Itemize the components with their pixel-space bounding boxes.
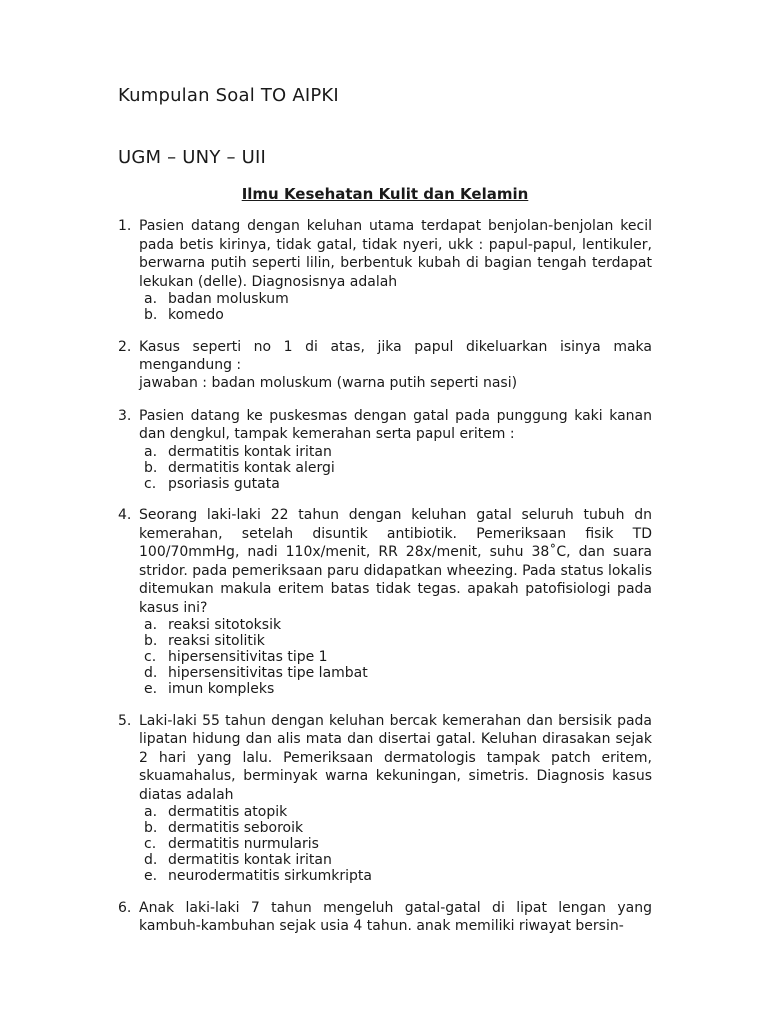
option-item bbox=[139, 804, 652, 820]
option-text: komedo bbox=[168, 307, 224, 323]
option-letter: d. bbox=[144, 852, 158, 868]
option-text: dermatitis kontak alergi bbox=[168, 459, 335, 476]
question-list bbox=[118, 217, 652, 950]
option-item bbox=[139, 836, 652, 852]
option-item bbox=[139, 681, 652, 697]
question-text: Pasien datang dengan keluhan utama terdapat benjolan-benjolan kecil pada betis kirinya, tidak gatal, tidak nyeri, ukk : papul-papul, lentikuler, berwarna putih seperti lilin, berbentuk kubah di bagian tengah terdapat lekukan (delle). Diagnosisnya adalah bbox=[139, 218, 652, 290]
document-subtitle: UGM – UNY – UII bbox=[118, 147, 266, 168]
question-text: Anak laki-laki 7 tahun mengeluh gatal-gatal di lipat lengan yang kambuh-kambuhan sejak usia 4 tahun. anak memiliki riwayat bersin- bbox=[139, 899, 652, 934]
option-letter: a. bbox=[144, 617, 158, 633]
option-letter: b. bbox=[144, 820, 158, 836]
option-item bbox=[139, 649, 652, 665]
option-letter: a. bbox=[144, 804, 158, 820]
option-list bbox=[139, 617, 652, 697]
option-text: reaksi sitotoksik bbox=[168, 617, 282, 633]
option-list bbox=[139, 444, 652, 492]
option-letter: b. bbox=[144, 307, 158, 323]
option-list bbox=[139, 291, 652, 323]
question-3 bbox=[118, 407, 652, 492]
option-letter: b. bbox=[144, 633, 158, 649]
option-text: dermatitis atopik bbox=[168, 804, 288, 820]
question-number: 4. bbox=[118, 507, 132, 523]
question-text: Kasus seperti no 1 di atas, jika papul dikeluarkan isinya maka mengandung : bbox=[139, 338, 652, 373]
question-text: Pasien datang ke puskesmas dengan gatal pada punggung kaki kanan dan dengkul, tampak kemerahan serta papul eritem : bbox=[139, 407, 652, 442]
section-title: Ilmu Kesehatan Kulit dan Kelamin bbox=[241, 185, 529, 203]
option-letter: c. bbox=[144, 475, 157, 492]
option-letter: e. bbox=[144, 868, 158, 884]
option-letter: d. bbox=[144, 665, 158, 681]
option-item bbox=[139, 291, 652, 307]
option-letter: a. bbox=[144, 443, 158, 460]
option-item bbox=[139, 852, 652, 868]
option-text: dermatitis seboroik bbox=[168, 820, 304, 836]
option-letter: b. bbox=[144, 459, 158, 476]
option-text: psoriasis gutata bbox=[168, 475, 280, 492]
question-6 bbox=[118, 899, 652, 936]
question-number: 1. bbox=[118, 218, 132, 234]
option-text: dermatitis nurmularis bbox=[168, 836, 319, 852]
option-letter: c. bbox=[144, 836, 157, 852]
question-number: 3. bbox=[118, 407, 132, 424]
document-title: Kumpulan Soal TO AIPKI bbox=[118, 85, 339, 106]
question-text: Laki-laki 55 tahun dengan keluhan bercak kemerahan dan bersisik pada lipatan hidung dan alis mata dan disertai gatal. Keluhan dirasakan sejak 2 hari yang lalu. Pemeriksaan dermatologis tampak patch eritem, skuamahalus, berminyak warna kekuningan, simetris. Diagnosis kasus diatas adalah bbox=[139, 712, 652, 803]
question-text: Seorang laki-laki 22 tahun dengan keluhan gatal seluruh tubuh dn kemerahan, setelah disuntik antibiotik. Pemeriksaan fisik TD 100/70mmHg, nadi 110x/menit, RR 28x/menit, suhu 38˚C, dan suara stridor. pada pemeriksaan paru didapatkan wheezing. Pada status lokalis ditemukan makula eritem batas tidak tegas. apakah patofisiologi pada kasus ini? bbox=[139, 507, 652, 616]
answer-text: jawaban : badan moluskum (warna putih seperti nasi) bbox=[139, 374, 518, 391]
question-1 bbox=[118, 217, 652, 323]
question-2 bbox=[118, 338, 652, 393]
option-item bbox=[139, 665, 652, 681]
option-item bbox=[139, 820, 652, 836]
question-4 bbox=[118, 506, 652, 697]
option-text: dermatitis kontak iritan bbox=[168, 852, 332, 868]
question-number: 2. bbox=[118, 338, 132, 355]
option-item bbox=[139, 460, 652, 476]
option-text: reaksi sitolitik bbox=[168, 633, 265, 649]
option-text: dermatitis kontak iritan bbox=[168, 443, 332, 460]
question-number: 6. bbox=[118, 899, 132, 916]
option-text: neurodermatitis sirkumkripta bbox=[168, 868, 372, 884]
option-text: hipersensitivitas tipe 1 bbox=[168, 649, 328, 665]
option-text: badan moluskum bbox=[168, 291, 289, 307]
option-text: imun kompleks bbox=[168, 681, 275, 697]
option-item bbox=[139, 633, 652, 649]
option-item bbox=[139, 868, 652, 884]
option-item bbox=[139, 307, 652, 323]
question-5 bbox=[118, 712, 652, 885]
option-letter: c. bbox=[144, 649, 157, 665]
option-item bbox=[139, 476, 652, 492]
option-list bbox=[139, 804, 652, 884]
option-item bbox=[139, 617, 652, 633]
option-item bbox=[139, 444, 652, 460]
option-letter: e. bbox=[144, 681, 158, 697]
option-text: hipersensitivitas tipe lambat bbox=[168, 665, 368, 681]
option-letter: a. bbox=[144, 291, 158, 307]
question-number: 5. bbox=[118, 712, 132, 729]
